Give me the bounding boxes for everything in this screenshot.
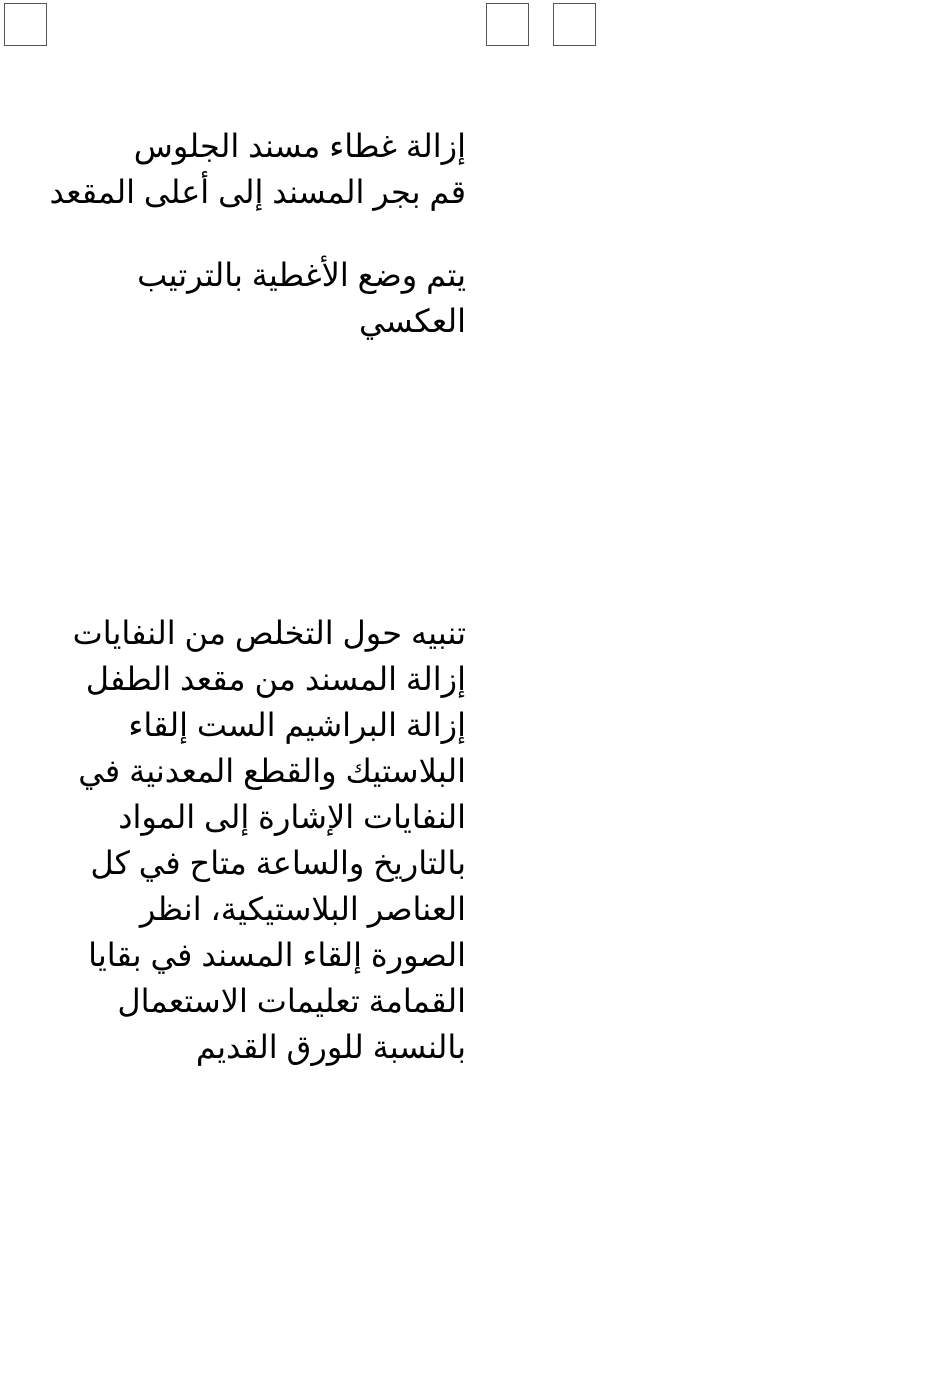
text-line: بالتاريخ والساعة متاح في كل [90, 845, 466, 881]
text-line: البلاستيك والقطع المعدنية في [78, 753, 466, 789]
image-placeholder-right [553, 3, 596, 46]
text-line: إزالة غطاء مسند الجلوس [133, 128, 466, 164]
text-line: قم بجر المسند إلى أعلى المقعد [49, 174, 466, 210]
text-line: الصورة إلقاء المسند في بقايا [88, 937, 466, 973]
text-line: العكسي [359, 303, 466, 339]
text-line: تنبيه حول التخلص من النفايات [72, 615, 466, 651]
text-line: النفايات الإشارة إلى المواد [118, 799, 466, 835]
cover-reassembly-section [137, 252, 466, 344]
seat-cover-removal-section [49, 123, 466, 215]
text-line: إزالة المسند من مقعد الطفل [85, 661, 466, 697]
text-line: يتم وضع الأغطية بالترتيب [137, 257, 466, 293]
text-line: العناصر البلاستيكية، انظر [139, 891, 466, 927]
text-line: بالنسبة للورق القديم [195, 1029, 466, 1065]
text-line: إزالة البراشيم الست إلقاء [128, 707, 466, 743]
disposal-notice-section [73, 610, 466, 1070]
text-line: القمامة تعليمات الاستعمال [117, 983, 466, 1019]
image-placeholder-middle [486, 3, 529, 46]
image-placeholder-left [4, 3, 47, 46]
